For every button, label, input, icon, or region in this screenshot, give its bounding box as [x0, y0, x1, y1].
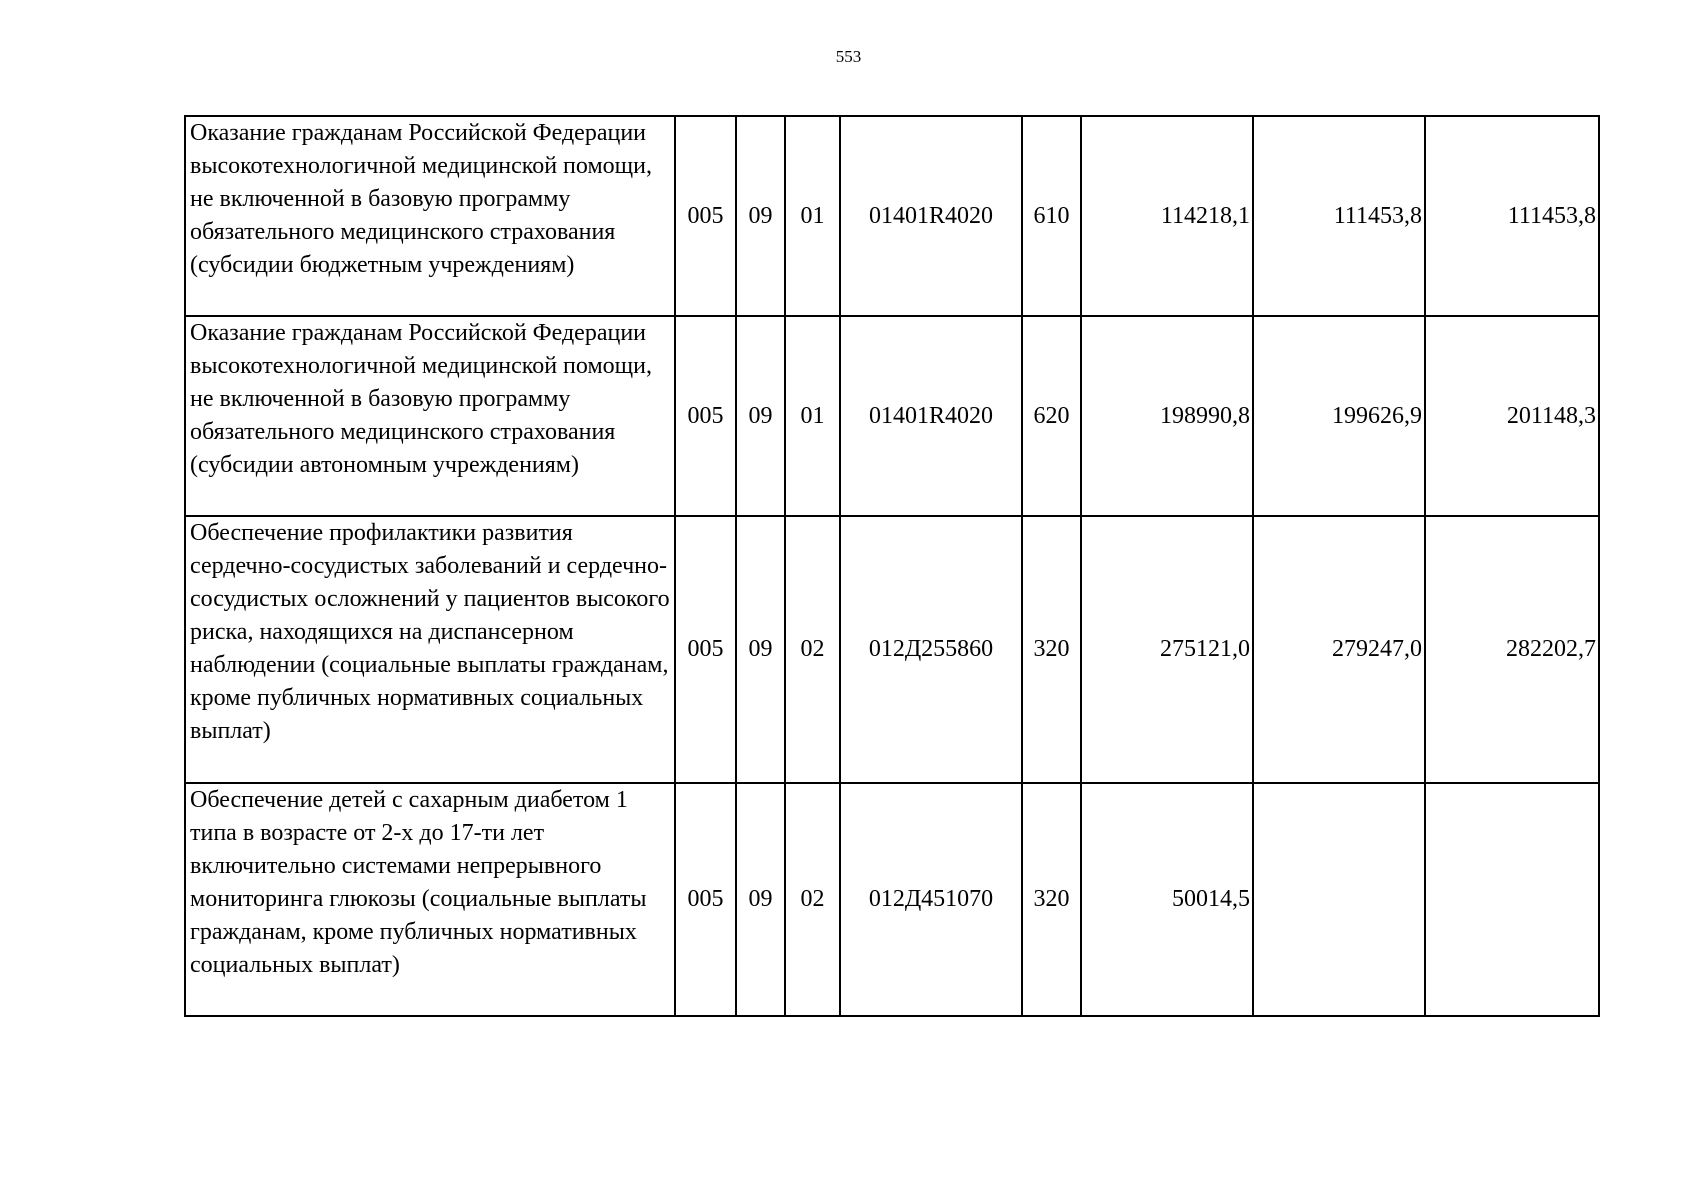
row-description: Обеспечение профилактики развития сердечно-сосудистых заболеваний и сердечно-сосудистых осложнений у пациентов высокого риска, находящихся на диспансерном наблюдении (социальные выплаты гражданам, кроме публичных нормативных социальных выплат): [185, 516, 675, 783]
amount-year-1: 50014,5: [1081, 783, 1253, 1016]
ministry-code: 005: [675, 783, 736, 1016]
amount-year-1: 275121,0: [1081, 516, 1253, 783]
amount-year-1: 198990,8: [1081, 316, 1253, 516]
subsection-code: 02: [785, 516, 840, 783]
amount-year-3: 282202,7: [1425, 516, 1599, 783]
subsection-code: 01: [785, 316, 840, 516]
row-description: Обеспечение детей с сахарным диабетом 1 типа в возрасте от 2-х до 17-ти лет включительно системами непрерывного мониторинга глюкозы (социальные выплаты гражданам, кроме публичных нормативных социальных выплат): [185, 783, 675, 1016]
target-article-code: 012Д451070: [840, 783, 1022, 1016]
amount-year-3: [1425, 783, 1599, 1016]
ministry-code: 005: [675, 316, 736, 516]
target-article-code: 01401R4020: [840, 316, 1022, 516]
table-row: [185, 516, 1599, 783]
ministry-code: 005: [675, 116, 736, 316]
row-description: Оказание гражданам Российской Федерации высокотехнологичной медицинской помощи, не включенной в базовую программу обязательного медицинского страхования (субсидии автономным учреждениям): [185, 316, 675, 516]
amount-year-2: 279247,0: [1253, 516, 1425, 783]
amount-year-3: 111453,8: [1425, 116, 1599, 316]
subsection-code: 01: [785, 116, 840, 316]
section-code: 09: [736, 516, 785, 783]
section-code: 09: [736, 316, 785, 516]
budget-table: [184, 115, 1600, 1017]
amount-year-2: 111453,8: [1253, 116, 1425, 316]
row-description: Оказание гражданам Российской Федерации высокотехнологичной медицинской помощи, не включенной в базовую программу обязательного медицинского страхования (субсидии бюджетным учреждениям): [185, 116, 675, 316]
target-article-code: 01401R4020: [840, 116, 1022, 316]
amount-year-2: 199626,9: [1253, 316, 1425, 516]
expense-type-code: 320: [1022, 516, 1081, 783]
table-row: [185, 316, 1599, 516]
section-code: 09: [736, 116, 785, 316]
table-row: [185, 116, 1599, 316]
amount-year-3: 201148,3: [1425, 316, 1599, 516]
amount-year-1: 114218,1: [1081, 116, 1253, 316]
table-row: [185, 783, 1599, 1016]
section-code: 09: [736, 783, 785, 1016]
ministry-code: 005: [675, 516, 736, 783]
amount-year-2: [1253, 783, 1425, 1016]
target-article-code: 012Д255860: [840, 516, 1022, 783]
expense-type-code: 620: [1022, 316, 1081, 516]
expense-type-code: 320: [1022, 783, 1081, 1016]
expense-type-code: 610: [1022, 116, 1081, 316]
page-number: 553: [835, 47, 862, 66]
subsection-code: 02: [785, 783, 840, 1016]
